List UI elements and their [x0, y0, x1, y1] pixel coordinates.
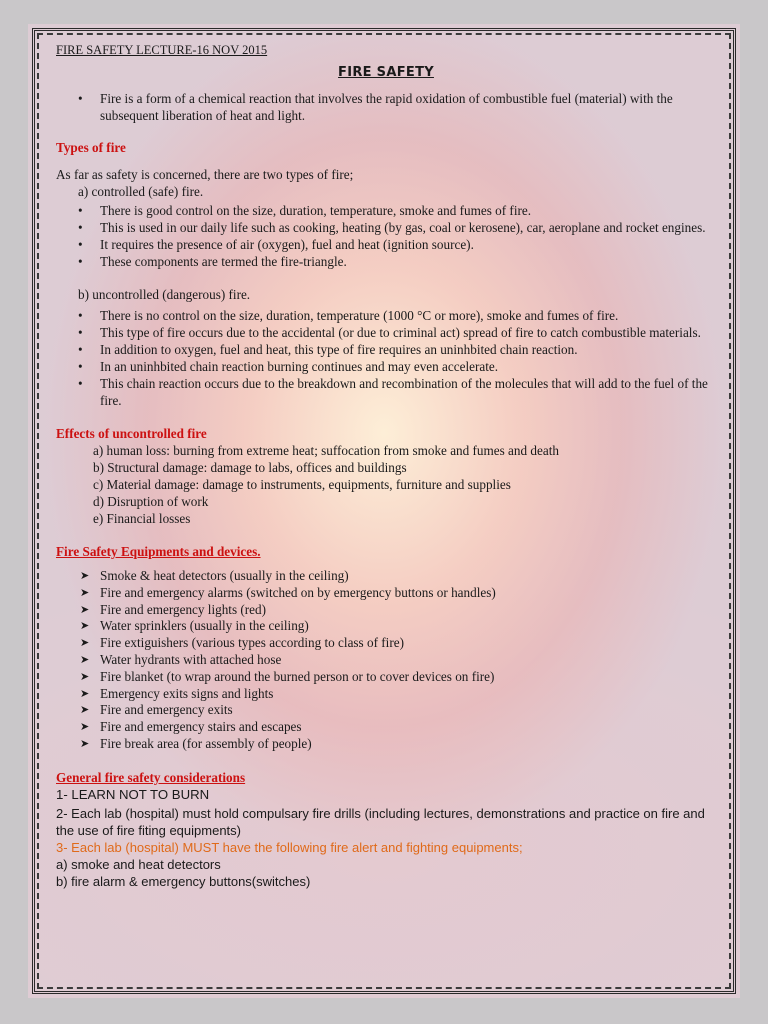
- list-item: ➤ Water sprinklers (usually in the ceiling): [56, 618, 716, 635]
- list-item: ➤ Fire and emergency stairs and escapes: [56, 719, 716, 736]
- document-page: [28, 24, 740, 998]
- list-item: b) Structural damage: damage to labs, offices and buildings: [93, 460, 407, 475]
- list-item: • In an uninhbited chain reaction burning continues and may even accelerate.: [56, 358, 716, 375]
- list-item: a) human loss: burning from extreme heat; suffocation from smoke and fumes and death: [93, 443, 559, 458]
- list-item: ➤ Fire extiguishers (various types according to class of fire): [56, 635, 716, 652]
- types-lead: As far as safety is concerned, there are two types of fire;: [56, 167, 354, 182]
- page-title: FIRE SAFETY: [338, 65, 434, 80]
- equipment-list: [56, 568, 716, 753]
- list-item: ➤ Fire blanket (to wrap around the burned person or to cover devices on fire): [56, 669, 716, 686]
- list-item: • There is good control on the size, duration, temperature, smoke and fumes of fire.: [56, 202, 716, 219]
- types-a-label: a) controlled (safe) fire.: [78, 184, 204, 199]
- lecture-line: FIRE SAFETY LECTURE-16 NOV 2015: [56, 43, 268, 57]
- list-item: • There is no control on the size, duration, temperature (1000 °C or more), smoke and fumes of fire.: [56, 307, 716, 324]
- document-content: [56, 42, 716, 890]
- types-heading: Types of fire: [56, 140, 126, 155]
- intro-list: [56, 90, 716, 124]
- list-item: d) Disruption of work: [93, 494, 209, 509]
- types-b-label: b) uncontrolled (dangerous) fire.: [78, 287, 251, 302]
- general-heading: General fire safety considerations: [56, 769, 246, 785]
- general-line-1: 1- LEARN NOT TO BURN: [56, 786, 210, 802]
- equipment-heading: Fire Safety Equipments and devices.: [56, 544, 261, 559]
- list-item: • This type of fire occurs due to the accidental (or due to criminal act) spread of fire to catch combustible materials.: [56, 324, 716, 341]
- list-item: • It requires the presence of air (oxygen), fuel and heat (ignition source).: [56, 236, 716, 253]
- list-item: ➤ Fire and emergency lights (red): [56, 602, 716, 619]
- list-item: ➤ Water hydrants with attached hose: [56, 652, 716, 669]
- list-item: • These components are termed the fire-triangle.: [56, 253, 716, 270]
- list-item: ➤ Fire and emergency exits: [56, 702, 716, 719]
- effects-heading: Effects of uncontrolled fire: [56, 426, 207, 441]
- general-line-3: 3- Each lab (hospital) MUST have the following fire alert and fighting equipments;: [56, 839, 523, 855]
- general-line-4: a) smoke and heat detectors: [56, 856, 221, 872]
- list-item: ➤ Fire and emergency alarms (switched on by emergency buttons or handles): [56, 585, 716, 602]
- general-line-2: 2- Each lab (hospital) must hold compulsary fire drills (including lectures, demonstrations and practice on fire and the use of fire fiting equipments): [56, 805, 705, 838]
- list-item: • This chain reaction occurs due to the breakdown and recombination of the molecules that will add to the fuel of the fire.: [56, 375, 716, 409]
- list-item: ➤ Fire break area (for assembly of people): [56, 736, 716, 753]
- general-line-5: b) fire alarm & emergency buttons(switches): [56, 873, 311, 889]
- list-item: • In addition to oxygen, fuel and heat, this type of fire requires an uninhbited chain reaction.: [56, 341, 716, 358]
- types-b-list: [56, 307, 716, 409]
- list-item: • This is used in our daily life such as cooking, heating (by gas, coal or kerosene), car, aeroplane and rocket engines.: [56, 219, 716, 236]
- types-a-list: [56, 202, 716, 270]
- list-item: ➤ Emergency exits signs and lights: [56, 686, 716, 703]
- list-item: e) Financial losses: [93, 511, 191, 526]
- list-item: c) Material damage: damage to instruments, equipments, furniture and supplies: [93, 477, 511, 492]
- intro-item: • Fire is a form of a chemical reaction that involves the rapid oxidation of combustible fuel (material) with the subsequent liberation of heat and light.: [56, 90, 716, 124]
- list-item: ➤ Smoke & heat detectors (usually in the ceiling): [56, 568, 716, 585]
- effects-list: [56, 442, 716, 527]
